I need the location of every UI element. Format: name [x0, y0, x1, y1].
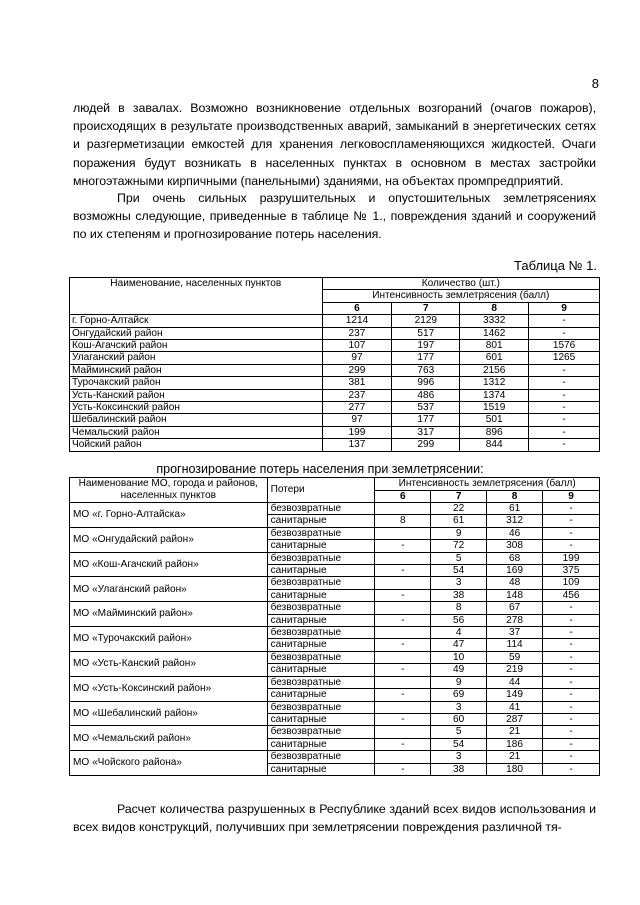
table2-value-cell: 68: [487, 552, 543, 564]
table2-mo-name: МО «Чойского района»: [70, 751, 268, 776]
table-row: [70, 352, 600, 364]
table2-value-cell: 38: [431, 763, 487, 775]
table2-value-cell: [375, 627, 431, 639]
table1-value-cell: 97: [322, 414, 392, 426]
table1-value-cell: 1265: [529, 352, 600, 364]
table1-value-cell: 177: [392, 414, 460, 426]
table2-value-cell: -: [543, 689, 600, 701]
table-caption: Таблица № 1.: [514, 258, 597, 273]
table2-value-cell: [375, 527, 431, 539]
table2-value-cell: 9: [431, 527, 487, 539]
table1-value-cell: -: [529, 315, 600, 327]
table2-value-cell: 21: [487, 726, 543, 738]
table2-value-cell: 5: [431, 552, 487, 564]
table2-value-cell: -: [375, 589, 431, 601]
table2-col-7: 7: [431, 490, 487, 503]
table1-value-cell: 601: [460, 352, 529, 364]
table1-settlement-name: г. Горно-Алтайск: [70, 315, 323, 327]
table2-value-cell: 48: [487, 577, 543, 589]
table2-loss-type-sanitary: санитарные: [267, 540, 375, 552]
paragraph-calculation: Расчет количества разрушенных в Республике зданий всех видов использования и всех видов конструкций, получивших при землетрясении повреждения различной тя-: [73, 802, 596, 835]
table-row: [70, 414, 600, 426]
table1-value-cell: -: [529, 402, 600, 414]
table2-loss-type-sanitary: санитарные: [267, 565, 375, 577]
table1-value-cell: 199: [322, 426, 392, 438]
table2-value-cell: -: [375, 614, 431, 626]
table2-loss-type-irrevocable: безвозвратные: [267, 527, 375, 539]
table1-value-cell: 177: [392, 352, 460, 364]
table2-value-cell: -: [543, 726, 600, 738]
table2-value-cell: 8: [375, 515, 431, 527]
table2-value-cell: -: [543, 763, 600, 775]
table2-loss-type-irrevocable: безвозвратные: [267, 676, 375, 688]
table2-value-cell: [375, 676, 431, 688]
table2-value-cell: -: [543, 651, 600, 663]
table2-value-cell: 180: [487, 763, 543, 775]
table-row: [70, 552, 600, 564]
table2-value-cell: 38: [431, 589, 487, 601]
table1-settlement-name: Чойский район: [70, 439, 323, 451]
table2-value-cell: 3: [431, 577, 487, 589]
table2-value-cell: 60: [431, 713, 487, 725]
table2-loss-type-sanitary: санитарные: [267, 763, 375, 775]
table2-value-cell: [375, 577, 431, 589]
table-row: [70, 426, 600, 438]
table1-value-cell: 277: [322, 402, 392, 414]
table1-value-cell: 537: [392, 402, 460, 414]
table-row: [70, 315, 600, 327]
table1-value-cell: -: [529, 414, 600, 426]
table1-value-cell: 896: [460, 426, 529, 438]
losses-heading: прогнозирование потерь населения при землетрясении:: [156, 462, 484, 476]
table-row: [70, 503, 600, 515]
table-row: [70, 340, 600, 352]
table2-value-cell: 21: [487, 751, 543, 763]
table2-loss-type-irrevocable: безвозвратные: [267, 627, 375, 639]
table1-col-8: 8: [460, 302, 529, 314]
table2-loss-type-irrevocable: безвозвратные: [267, 751, 375, 763]
table2-body: [70, 503, 600, 776]
table1-col-7: 7: [392, 302, 460, 314]
table2-value-cell: 61: [487, 503, 543, 515]
table2-mo-name: МО «Чемальский район»: [70, 726, 268, 751]
table1-value-cell: 237: [322, 389, 392, 401]
table1-value-cell: -: [529, 439, 600, 451]
table1-header-count: Количество (шт.): [322, 278, 599, 290]
table2-loss-type-sanitary: санитарные: [267, 664, 375, 676]
table1-settlement-name: Онгудайский район: [70, 327, 323, 339]
table2-value-cell: 59: [487, 651, 543, 663]
table2-loss-type-irrevocable: безвозвратные: [267, 726, 375, 738]
table1-value-cell: 1462: [460, 327, 529, 339]
table1-value-cell: 317: [392, 426, 460, 438]
table-row: [70, 676, 600, 688]
table1-value-cell: 1214: [322, 315, 392, 327]
table2-mo-name: МО «Турочакский район»: [70, 627, 268, 652]
table2-value-cell: 61: [431, 515, 487, 527]
table2-loss-type-sanitary: санитарные: [267, 738, 375, 750]
table1-header-name: Наименование, населенных пунктов: [70, 278, 323, 315]
table2-mo-name: МО «Усть-Канский район»: [70, 651, 268, 676]
table1-settlement-name: Турочакский район: [70, 377, 323, 389]
table1-value-cell: 501: [460, 414, 529, 426]
table-row: [70, 627, 600, 639]
table2-value-cell: 4: [431, 627, 487, 639]
table2-loss-type-irrevocable: безвозвратные: [267, 701, 375, 713]
table2-value-cell: 308: [487, 540, 543, 552]
table-row: [70, 651, 600, 663]
table2-value-cell: -: [543, 527, 600, 539]
table2-mo-name: МО «г. Горно-Алтайска»: [70, 503, 268, 528]
table1-value-cell: -: [529, 364, 600, 376]
table2-value-cell: 47: [431, 639, 487, 651]
paragraph-table-reference: При очень сильных разрушительных и опустошительных землетрясениях возможны следующие, приведенные в таблице № 1., повреждения зданий и сооружений по их степеням и прогнозирование потерь населения.: [73, 191, 596, 242]
table1-settlement-name: Улаганский район: [70, 352, 323, 364]
table1-value-cell: 197: [392, 340, 460, 352]
table2-loss-type-irrevocable: безвозвратные: [267, 577, 375, 589]
table2-value-cell: -: [543, 738, 600, 750]
table2-value-cell: 456: [543, 589, 600, 601]
table2-value-cell: [375, 701, 431, 713]
table-row: [70, 327, 600, 339]
table2-value-cell: -: [375, 763, 431, 775]
table2-value-cell: 109: [543, 577, 600, 589]
table2-value-cell: [375, 602, 431, 614]
table2-value-cell: -: [375, 664, 431, 676]
paragraph-intro: людей в завалах. Возможно возникновение отдельных возгораний (очагов пожаров), происходящих в результате производственных аварий, замыканий в энергетических сетях и разгерметизации емкостей для хранения легковоспламеняющихся жидкостей. Очаги поражения будут возникать в населенных пунктах в основном в местах застройки многоэтажными кирпичными (панельными) зданиями, на объектах промпредприятий.: [73, 101, 596, 188]
table1-value-cell: 299: [392, 439, 460, 451]
table2-value-cell: 169: [487, 565, 543, 577]
table2-value-cell: 49: [431, 664, 487, 676]
table2-value-cell: -: [375, 713, 431, 725]
population-losses-table: [69, 477, 600, 776]
table1-value-cell: 486: [392, 389, 460, 401]
table2-header-name: Наименование МО, города и районов, населенных пунктов: [70, 478, 268, 503]
table1-value-cell: 763: [392, 364, 460, 376]
table2-value-cell: 8: [431, 602, 487, 614]
table2-value-cell: 375: [543, 565, 600, 577]
buildings-damage-table: [69, 277, 600, 452]
table-row: [70, 602, 600, 614]
table1-value-cell: 97: [322, 352, 392, 364]
table2-value-cell: -: [375, 738, 431, 750]
table2-mo-name: МО «Майминский район»: [70, 602, 268, 627]
table2-value-cell: [375, 651, 431, 663]
table1-value-cell: 1519: [460, 402, 529, 414]
table2-value-cell: [375, 726, 431, 738]
table1-body: [70, 315, 600, 451]
table1-col-9: 9: [529, 302, 600, 314]
table1-value-cell: 381: [322, 377, 392, 389]
table2-value-cell: 9: [431, 676, 487, 688]
table2-value-cell: 3: [431, 701, 487, 713]
table-row: [70, 726, 600, 738]
page-number: 8: [591, 76, 599, 91]
table2-value-cell: -: [543, 639, 600, 651]
table2-loss-type-sanitary: санитарные: [267, 713, 375, 725]
table2-loss-type-sanitary: санитарные: [267, 614, 375, 626]
table2-value-cell: 3: [431, 751, 487, 763]
table1-value-cell: -: [529, 327, 600, 339]
table2-value-cell: 148: [487, 589, 543, 601]
table-row: [70, 364, 600, 376]
table2-value-cell: -: [375, 540, 431, 552]
table2-loss-type-sanitary: санитарные: [267, 689, 375, 701]
table2-value-cell: -: [375, 565, 431, 577]
table1-col-6: 6: [322, 302, 392, 314]
table2-value-cell: -: [543, 614, 600, 626]
table-row: [70, 751, 600, 763]
table2-mo-name: МО «Онгудайский район»: [70, 527, 268, 552]
table2-value-cell: 149: [487, 689, 543, 701]
table2-value-cell: -: [375, 639, 431, 651]
table1-value-cell: -: [529, 389, 600, 401]
table1-settlement-name: Кош-Агачский район: [70, 340, 323, 352]
table2-loss-type-sanitary: санитарные: [267, 515, 375, 527]
table2-value-cell: -: [543, 751, 600, 763]
table-row: [70, 389, 600, 401]
table-row: [70, 439, 600, 451]
table1-value-cell: 2129: [392, 315, 460, 327]
table2-value-cell: 69: [431, 689, 487, 701]
table2-loss-type-irrevocable: безвозвратные: [267, 503, 375, 515]
table2-value-cell: 10: [431, 651, 487, 663]
table2-value-cell: 278: [487, 614, 543, 626]
table2-value-cell: -: [543, 515, 600, 527]
table1-value-cell: -: [529, 377, 600, 389]
table2-loss-type-sanitary: санитарные: [267, 589, 375, 601]
table2-value-cell: -: [543, 676, 600, 688]
table2-value-cell: [375, 751, 431, 763]
table2-loss-type-irrevocable: безвозвратные: [267, 651, 375, 663]
table1-value-cell: 801: [460, 340, 529, 352]
table2-col-6: 6: [375, 490, 431, 503]
table2-value-cell: 219: [487, 664, 543, 676]
table1-value-cell: 1576: [529, 340, 600, 352]
table2-value-cell: 56: [431, 614, 487, 626]
table2-loss-type-irrevocable: безвозвратные: [267, 552, 375, 564]
table2-value-cell: 312: [487, 515, 543, 527]
table2-mo-name: МО «Улаганский район»: [70, 577, 268, 602]
table2-loss-type-irrevocable: безвозвратные: [267, 602, 375, 614]
table-row: [70, 377, 600, 389]
table2-value-cell: 54: [431, 565, 487, 577]
table2-value-cell: 72: [431, 540, 487, 552]
table1-value-cell: 2156: [460, 364, 529, 376]
table2-value-cell: 37: [487, 627, 543, 639]
table2-value-cell: [375, 503, 431, 515]
table2-value-cell: -: [375, 689, 431, 701]
table2-mo-name: МО «Шебалинский район»: [70, 701, 268, 726]
table1-settlement-name: Чемальский район: [70, 426, 323, 438]
table-row: [70, 701, 600, 713]
table1-settlement-name: Майминский район: [70, 364, 323, 376]
table2-header-intensity: Интенсивность землетрясения (балл): [375, 478, 600, 491]
table2-value-cell: 287: [487, 713, 543, 725]
table2-value-cell: [375, 552, 431, 564]
table1-value-cell: 237: [322, 327, 392, 339]
table2-value-cell: 46: [487, 527, 543, 539]
table2-value-cell: 186: [487, 738, 543, 750]
table2-value-cell: -: [543, 503, 600, 515]
table2-value-cell: 114: [487, 639, 543, 651]
table2-value-cell: -: [543, 540, 600, 552]
table2-value-cell: 41: [487, 701, 543, 713]
table2-value-cell: 5: [431, 726, 487, 738]
table2-value-cell: 44: [487, 676, 543, 688]
table1-header-intensity: Интенсивность землетрясения (балл): [322, 290, 599, 302]
table1-value-cell: 137: [322, 439, 392, 451]
table2-value-cell: -: [543, 701, 600, 713]
table-row: [70, 527, 600, 539]
table2-value-cell: 22: [431, 503, 487, 515]
table2-value-cell: -: [543, 602, 600, 614]
table2-mo-name: МО «Кош-Агачский район»: [70, 552, 268, 577]
table1-settlement-name: Шебалинский район: [70, 414, 323, 426]
table1-settlement-name: Усть-Коксинский район: [70, 402, 323, 414]
table2-value-cell: 199: [543, 552, 600, 564]
table2-col-9: 9: [543, 490, 600, 503]
table-row: [70, 402, 600, 414]
table2-value-cell: -: [543, 713, 600, 725]
table2-value-cell: 67: [487, 602, 543, 614]
table2-header-losses: Потери: [267, 478, 375, 503]
table1-value-cell: 996: [392, 377, 460, 389]
table1-settlement-name: Усть-Канский район: [70, 389, 323, 401]
table2-value-cell: -: [543, 664, 600, 676]
table2-col-8: 8: [487, 490, 543, 503]
table1-value-cell: 1312: [460, 377, 529, 389]
table1-value-cell: -: [529, 426, 600, 438]
table1-value-cell: 517: [392, 327, 460, 339]
table2-value-cell: -: [543, 627, 600, 639]
table1-value-cell: 1374: [460, 389, 529, 401]
table1-value-cell: 3332: [460, 315, 529, 327]
table2-value-cell: 54: [431, 738, 487, 750]
table-row: [70, 577, 600, 589]
table1-value-cell: 844: [460, 439, 529, 451]
table2-mo-name: МО «Усть-Коксинский район»: [70, 676, 268, 701]
table1-value-cell: 299: [322, 364, 392, 376]
table1-value-cell: 107: [322, 340, 392, 352]
table2-loss-type-sanitary: санитарные: [267, 639, 375, 651]
